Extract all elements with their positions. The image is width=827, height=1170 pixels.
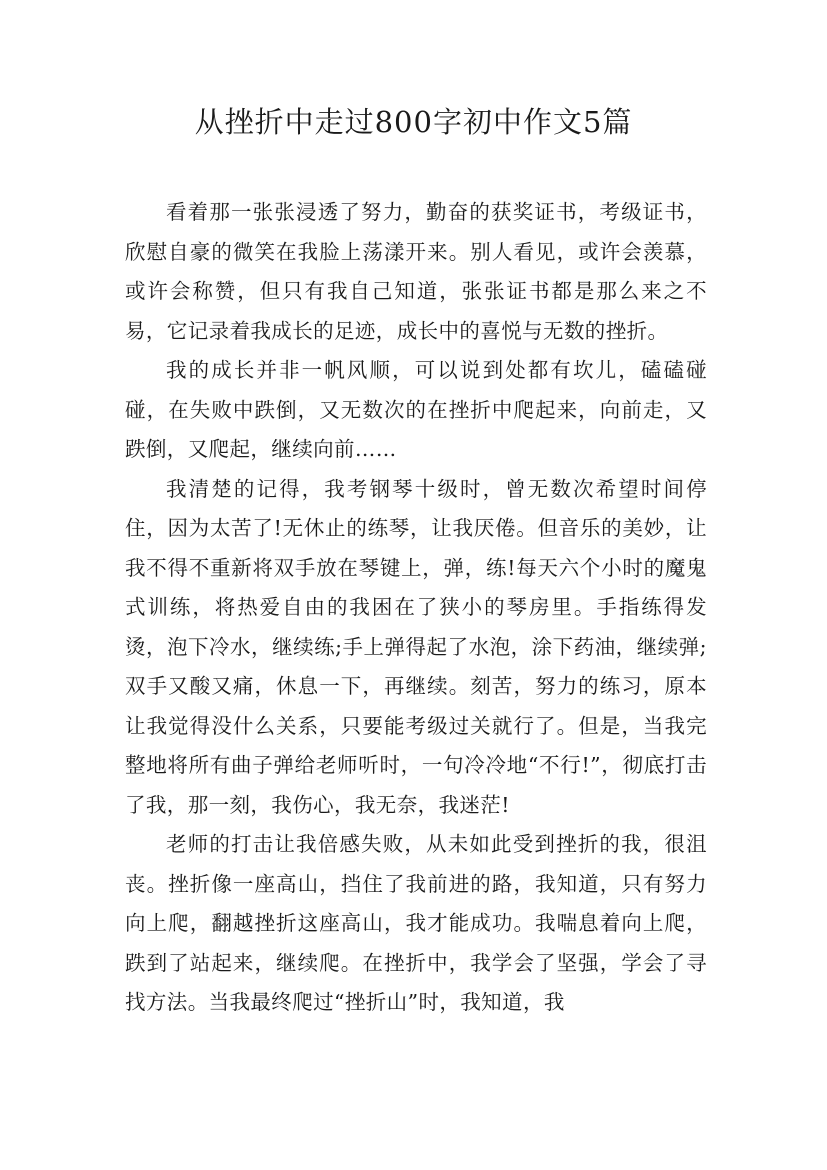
document-title: 从挫折中走过800字初中作文5篇	[194, 105, 633, 139]
document-body	[125, 193, 707, 1023]
paragraph-3: 我清楚的记得，我考钢琴十级时，曾无数次希望时间停住，因为太苦了!无休止的练琴，让我厌倦。但音乐的美妙，让我不得不重新将双手放在琴键上，弹，练!每天六个小时的魔鬼式训练，将热爱自由的我困在了狭小的琴房里。手指练得发烫，泡下冷水，继续练;手上弹得起了水泡，涂下药油，继续弹;双手又酸又痛，休息一下，再继续。刻苦，努力的练习，原本让我觉得没什么关系，只要能考级过关就行了。但是，当我完整地将所有曲子弹给老师听时，一句冷冷地“不行!”，彻底打击了我，那一刻，我伤心，我无奈，我迷茫!	[125, 476, 707, 817]
paragraph-1: 看着那一张张浸透了努力，勤奋的获奖证书，考级证书，欣慰自豪的微笑在我脸上荡漾开来。别人看见，或许会羡慕，或许会称赞，但只有我自己知道，张张证书都是那么来之不易，它记录着我成长的足迹，成长中的喜悦与无数的挫折。	[125, 200, 707, 343]
paragraph-2: 我的成长并非一帆风顺，可以说到处都有坎儿，磕磕碰碰，在失败中跌倒，又无数次的在挫折中爬起来，向前走，又跌倒，又爬起，继续向前……	[125, 358, 707, 461]
paragraph-4: 老师的打击让我倍感失败，从未如此受到挫折的我，很沮丧。挫折像一座高山，挡住了我前进的路，我知道，只有努力向上爬，翻越挫折这座高山，我才能成功。我喘息着向上爬，跌到了站起来，继续爬。在挫折中，我学会了坚强，学会了寻找方法。当我最终爬过“挫折山”时，我知道，我	[125, 832, 707, 1014]
